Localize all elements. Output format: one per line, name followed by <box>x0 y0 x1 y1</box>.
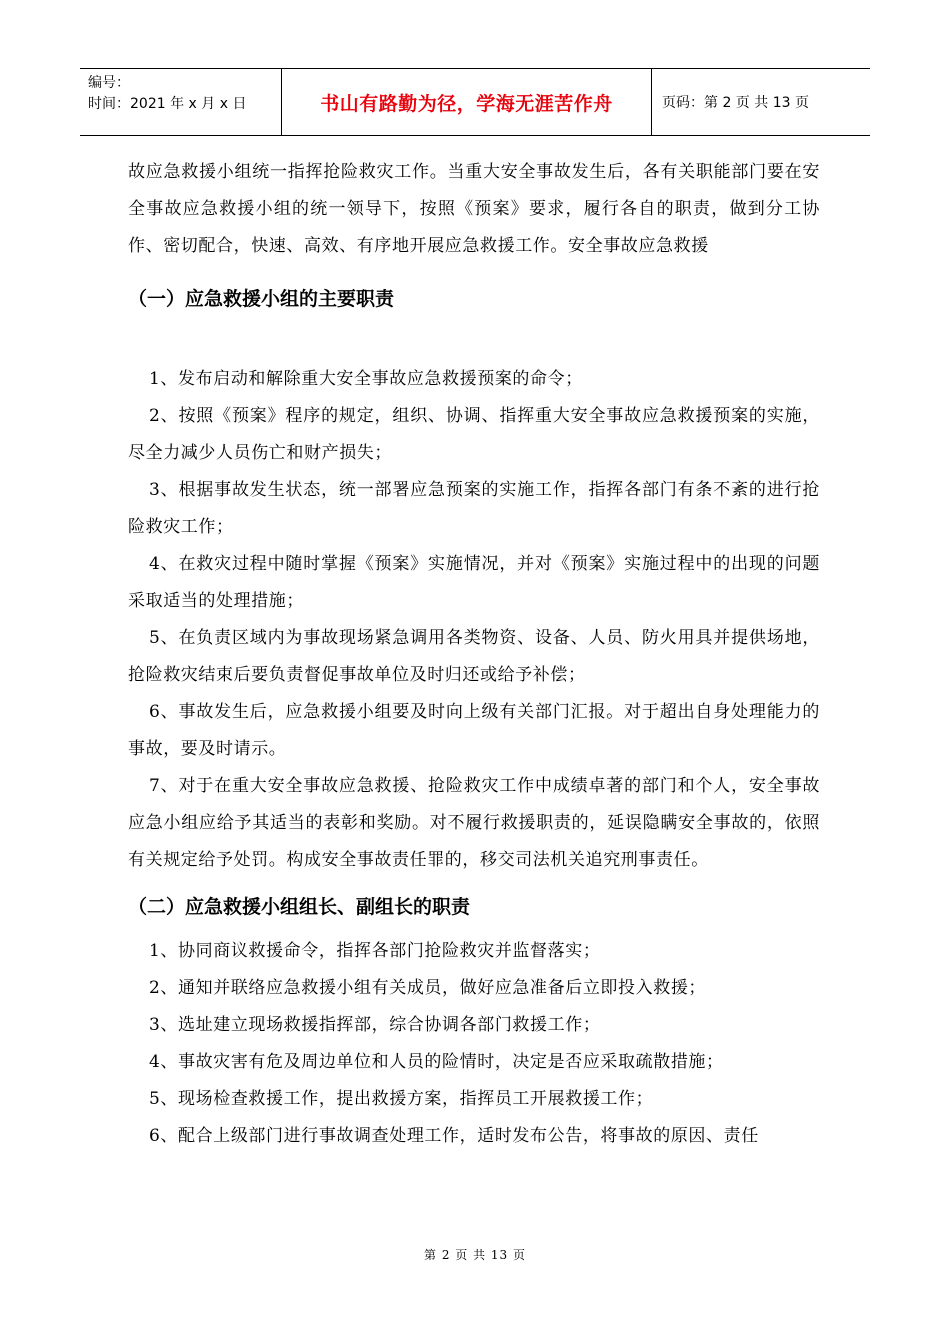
page-footer: 第 2 页 共 13 页 <box>424 1248 526 1262</box>
header-motto: 书山有路勤为径，学海无涯苦作舟 <box>282 69 652 135</box>
list-item: 1、发布启动和解除重大安全事故应急救援预案的命令； <box>149 369 583 389</box>
list-item: 6、配合上级部门进行事故调查处理工作，适时发布公告，将事故的原因、责任 <box>149 1126 759 1146</box>
list-item: 6、事故发生后，应急救援小组要及时向上级有关部门汇报。对于超出自身处理能力的事故，要及时请示。 <box>128 702 820 759</box>
section-2-list <box>128 933 820 1155</box>
intro-paragraph: 故应急救援小组统一指挥抢险救灾工作。当重大安全事故发生后，各有关职能部门要在安全事故应急救援小组的统一领导下，按照《预案》要求，履行各自的职责，做到分工协作、密切配合，快速、高效、有序地开展应急救援工作。安全事故应急救援 <box>128 162 820 256</box>
section-1-list <box>128 361 820 879</box>
list-item: 7、对于在重大安全事故应急救援、抢险救灾工作中成绩卓著的部门和个人，安全事故应急小组应给予其适当的表彰和奖励。对不履行救援职责的，延误隐瞒安全事故的，依照有关规定给予处罚。构成安全事故责任罪的，移交司法机关追究刑事责任。 <box>128 776 820 870</box>
date-label: 时间：2021 年 x 月 x 日 <box>88 96 247 112</box>
section-heading-2: （二）应急救援小组组长、副组长的职责 <box>128 896 471 918</box>
list-item: 5、现场检查救援工作，提出救援方案，指挥员工开展救援工作； <box>149 1089 654 1109</box>
document-header <box>80 68 870 136</box>
list-item: 4、事故灾害有危及周边单位和人员的险情时，决定是否应采取疏散措施； <box>149 1052 724 1072</box>
header-meta <box>80 69 282 135</box>
list-item: 4、在救灾过程中随时掌握《预案》实施情况，并对《预案》实施过程中的出现的问题采取适当的处理措施； <box>128 554 820 611</box>
list-item: 2、通知并联络应急救援小组有关成员，做好应急准备后立即投入救援； <box>149 978 707 998</box>
section-heading-1: （一）应急救援小组的主要职责 <box>128 288 395 310</box>
list-item: 3、选址建立现场救援指挥部，综合协调各部门救援工作； <box>149 1015 601 1035</box>
header-page-label: 页码：第 2 页 共 13 页 <box>662 95 809 111</box>
document-body <box>128 154 820 1155</box>
list-item: 3、根据事故发生状态，统一部署应急预案的实施工作，指挥各部门有条不紊的进行抢险救灾工作； <box>128 480 820 537</box>
list-item: 1、协同商议救援命令，指挥各部门抢险救灾并监督落实； <box>149 941 601 961</box>
number-label: 编号： <box>88 75 130 91</box>
list-item: 5、在负责区域内为事故现场紧急调用各类物资、设备、人员、防火用具并提供场地，抢险救灾结束后要负责督促事故单位及时归还或给予补偿； <box>128 628 820 685</box>
list-item: 2、按照《预案》程序的规定，组织、协调、指挥重大安全事故应急救援预案的实施，尽全力减少人员伤亡和财产损失； <box>128 406 820 463</box>
